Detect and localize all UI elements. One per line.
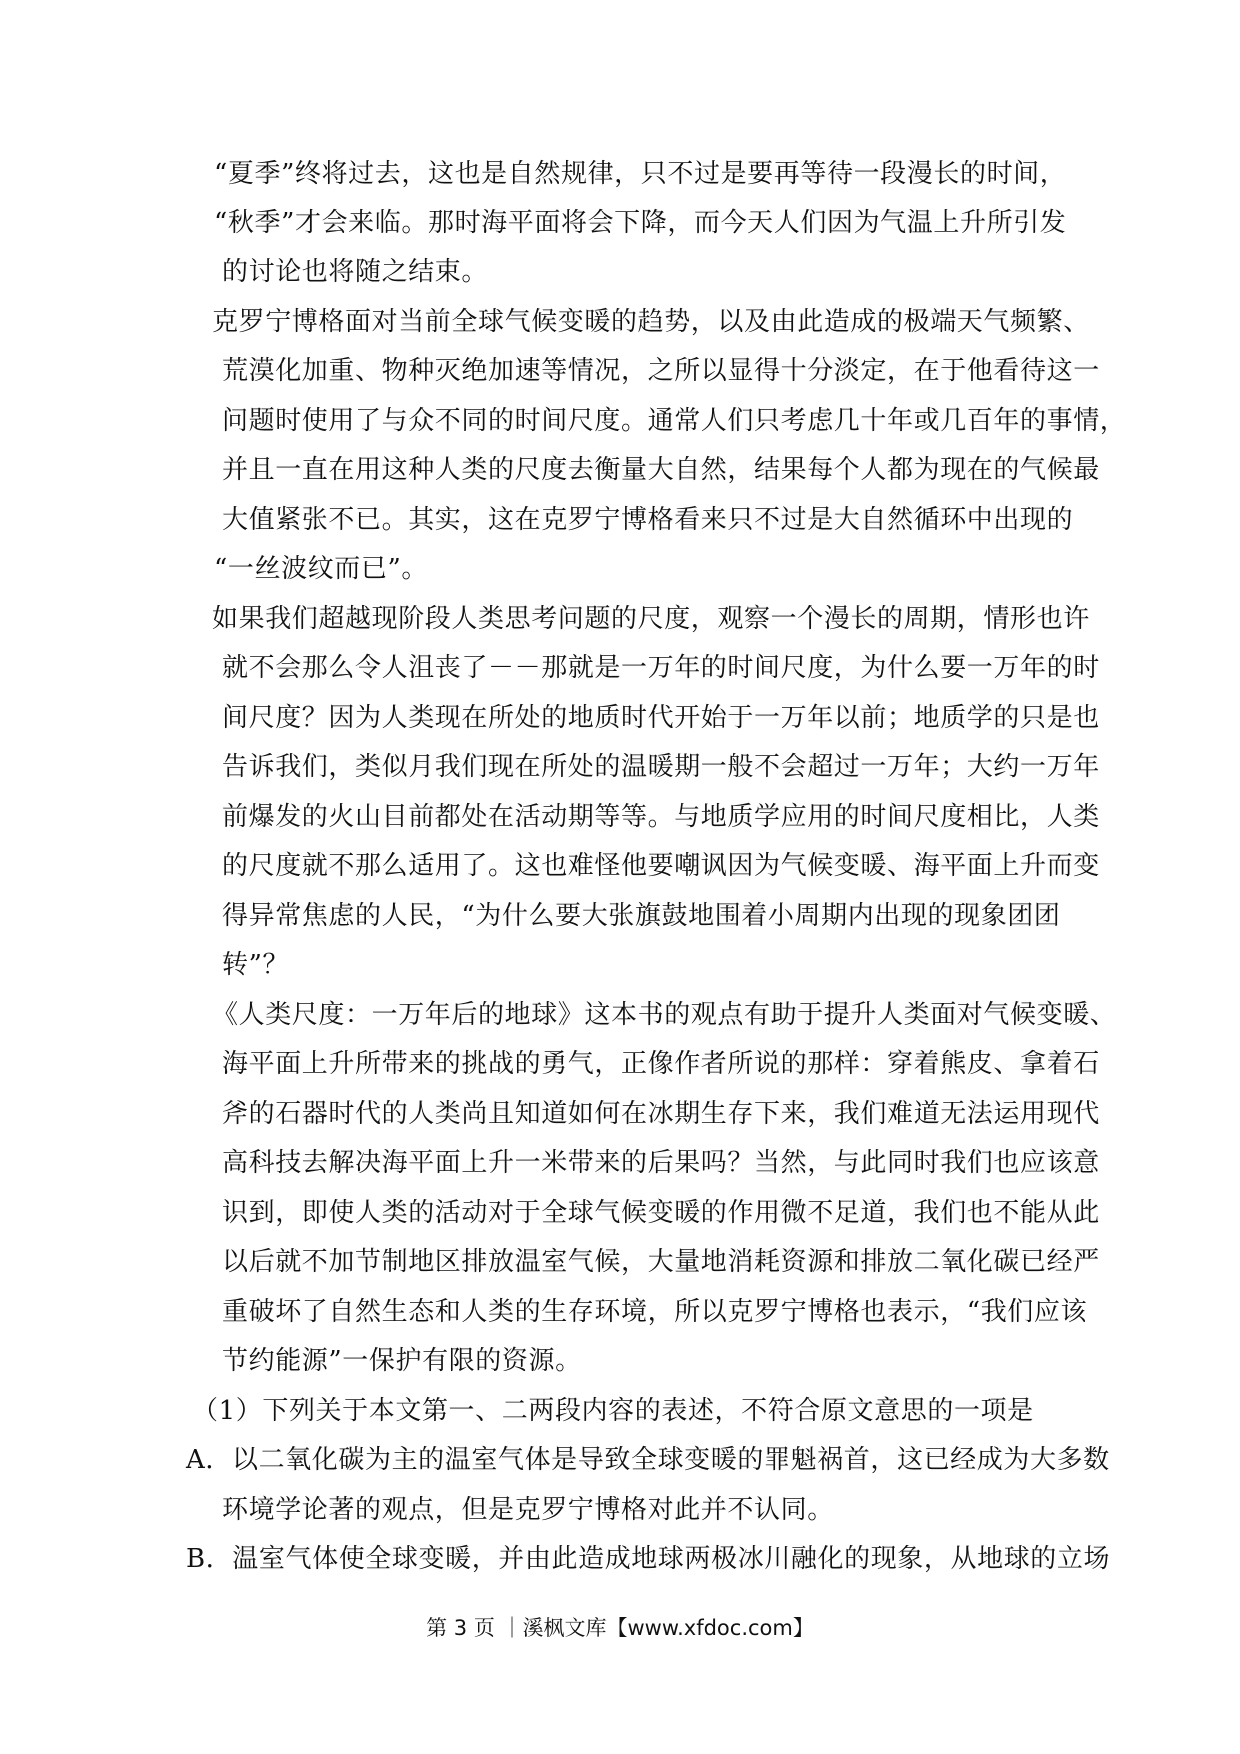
paragraph-1-line-3: 的讨论也将随之结束。 — [222, 257, 489, 287]
option-b-line-1: B．温室气体使全球变暖，并由此造成地球两极冰川融化的现象，从地球的立场 — [186, 1544, 1111, 1574]
paragraph-3-line-3: 间尺度？因为人类现在所处的地质时代开始于一万年以前；地质学的只是也 — [222, 703, 1100, 733]
paragraph-4-line-6: 以后就不加节制地区排放温室气候，大量地消耗资源和排放二氧化碳已经严 — [222, 1247, 1100, 1277]
paragraph-3-line-2: 就不会那么令人沮丧了－－那就是一万年的时间尺度，为什么要一万年的时 — [222, 653, 1100, 683]
paragraph-4-line-1: 《人类尺度：一万年后的地球》这本书的观点有助于提升人类面对气候变暖、 — [212, 1000, 1117, 1030]
paragraph-2-line-4: 并且一直在用这种人类的尺度去衡量大自然，结果每个人都为现在的气候最 — [222, 455, 1100, 485]
question-stem: （1）下列关于本文第一、二两段内容的表述，不符合原文意思的一项是 — [192, 1396, 1034, 1426]
paragraph-1-line-2: “秋季”才会来临。那时海平面将会下降，而今天人们因为气温上升所引发 — [214, 208, 1067, 238]
paragraph-3-line-5: 前爆发的火山目前都处在活动期等等。与地质学应用的时间尺度相比，人类 — [222, 802, 1100, 832]
option-a-line-1: A．以二氧化碳为主的温室气体是导致全球变暖的罪魁祸首，这已经成为大多数 — [186, 1445, 1110, 1475]
paragraph-3-line-7: 得异常焦虑的人民，“为什么要大张旗鼓地围着小周期内出现的现象团团 — [222, 901, 1061, 931]
paragraph-3-line-6: 的尺度就不那么适用了。这也难怪他要嘲讽因为气候变暖、海平面上升而变 — [222, 851, 1100, 881]
paragraph-4-line-8: 节约能源”一保护有限的资源。 — [222, 1346, 582, 1376]
paragraph-3-line-1: 如果我们超越现阶段人类思考问题的尺度，观察一个漫长的周期，情形也许 — [212, 604, 1090, 634]
paragraph-4-line-2: 海平面上升所带来的挑战的勇气，正像作者所说的那样：穿着熊皮、拿着石 — [222, 1049, 1100, 1079]
page-footer: 第 3 页 ｜溪枫文库【www.xfdoc.com】 — [426, 1616, 814, 1640]
paragraph-2-line-3: 问题时使用了与众不同的时间尺度。通常人们只考虑几十年或几百年的事情， — [222, 406, 1127, 436]
paragraph-1-line-1: “夏季”终将过去，这也是自然规律，只不过是要再等待一段漫长的时间， — [214, 159, 1067, 189]
paragraph-4-line-3: 斧的石器时代的人类尚且知道如何在冰期生存下来，我们难道无法运用现代 — [222, 1099, 1100, 1129]
paragraph-3-line-4: 告诉我们，类似月我们现在所处的温暖期一般不会超过一万年；大约一万年 — [222, 752, 1100, 782]
paragraph-4-line-4: 高科技去解决海平面上升一米带来的后果吗？当然，与此同时我们也应该意 — [222, 1148, 1100, 1178]
paragraph-2-line-1: 克罗宁博格面对当前全球气候变暖的趋势，以及由此造成的极端天气频繁、 — [212, 307, 1090, 337]
paragraph-2-line-6: “一丝波纹而已”。 — [214, 554, 428, 584]
paragraph-2-line-5: 大值紧张不已。其实，这在克罗宁博格看来只不过是大自然循环中出现的 — [222, 505, 1074, 535]
paragraph-4-line-7: 重破坏了自然生态和人类的生存环境，所以克罗宁博格也表示，“我们应该 — [222, 1297, 1088, 1327]
option-a-line-2: 环境学论著的观点，但是克罗宁博格对此并不认同。 — [222, 1495, 834, 1525]
paragraph-2-line-2: 荒漠化加重、物种灭绝加速等情况，之所以显得十分淡定，在于他看待这一 — [222, 356, 1100, 386]
paragraph-4-line-5: 识到，即使人类的活动对于全球气候变暖的作用微不足道，我们也不能从此 — [222, 1198, 1100, 1228]
paragraph-3-line-8: 转”？ — [222, 950, 290, 980]
